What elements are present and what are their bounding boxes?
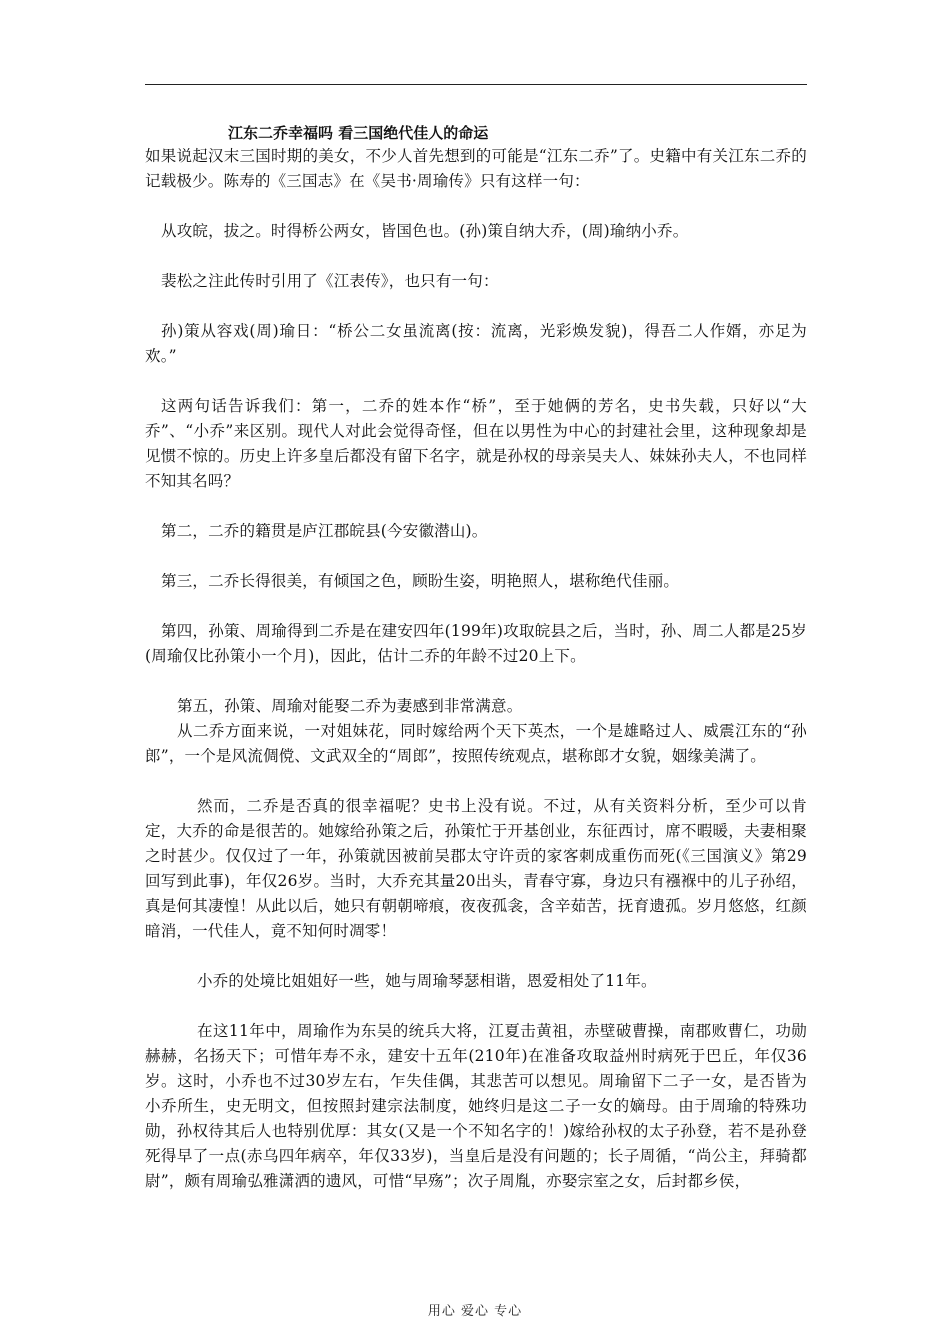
paragraph-point-1: 这两句话告诉我们：第一，二乔的姓本作“桥”，至于她俩的芳名，史书失载，只好以“大乔”、“小乔”来区别。现代人对此会觉得奇怪，但在以男性为中心的封建社会里，这种现象却是见惯不惊的。历史上许多皇后都没有留下名字，就是孙权的母亲吴夫人、妹妹孙夫人，不也同样不知其名吗？ xyxy=(145,397,807,490)
paragraph-pei-songzhi: 裴松之注此传时引用了《江表传》，也只有一句： xyxy=(161,272,499,290)
paragraph-sisters: 从二乔方面来说，一对姐妹花，同时嫁给两个天下英杰，一个是雄略过人、威震江东的“孙郎”，一个是风流倜傥、文武双全的“周郎”，按照传统观点，堪称郎才女貌，姻缘美满了。 xyxy=(145,722,807,765)
paragraph-quote-sanguozhi: 从攻皖，拔之。时得桥公两女，皆国色也。(孙)策自纳大乔，(周)瑜纳小乔。 xyxy=(161,222,689,240)
page-footer: 用心 爱心 专心 xyxy=(427,1304,523,1319)
paragraph-xiao-qiao: 小乔的处境比姐姐好一些，她与周瑜琴瑟相谐，恩爱相处了11年。 xyxy=(197,972,657,990)
header-rule xyxy=(145,84,807,85)
paragraph-point-2: 第二，二乔的籍贯是庐江郡皖县(今安徽潜山)。 xyxy=(161,522,488,540)
paragraph-zhou-yu: 在这11年中，周瑜作为东吴的统兵大将，江夏击黄祖，赤壁破曹操，南郡败曹仁，功勋赫赫，名扬天下；可惜年寿不永，建安十五年(210年)在准备攻取益州时病死于巴丘，年仅36岁。这时，小乔也不过30岁左右，乍失佳偶，其悲苦可以想见。周瑜留下二子一女，是否皆为小乔所生，史无明文，但按照封建宗法制度，她终归是这二子一女的嫡母。由于周瑜的特殊功勋，孙权待其后人也特别优厚：其女(又是一个不知名字的！)嫁给孙权的太子孙登，若不是孙登死得早了一点(赤乌四年病卒，年仅33岁)，当皇后是没有问题的；长子周循，“尚公主，拜骑都尉”，颇有周瑜弘雅潇洒的遗风，可惜“早殇”；次子周胤，亦娶宗室之女，后封都乡侯， xyxy=(145,1022,807,1190)
paragraph-intro: 如果说起汉末三国时期的美女，不少人首先想到的可能是“江东二乔”了。史籍中有关江东二乔的记载极少。陈寿的《三国志》在《吴书·周瑜传》只有这样一句： xyxy=(145,147,807,190)
paragraph-quote-jiangbiao: 孙)策从容戏(周)瑜日：“桥公二女虽流离(按：流离，光彩焕发貌)，得吾二人作婿，亦足为欢。” xyxy=(145,322,807,365)
paragraph-point-4: 第四，孙策、周瑜得到二乔是在建安四年(199年)攻取皖县之后，当时，孙、周二人都是25岁(周瑜仅比孙策小一个月)，因此，估计二乔的年龄不过20上下。 xyxy=(145,622,807,665)
document-body xyxy=(145,122,807,1194)
paragraph-point-5: 第五，孙策、周瑜对能娶二乔为妻感到非常满意。 xyxy=(177,697,523,715)
document-title: 江东二乔幸福吗 看三国绝代佳人的命运 xyxy=(228,124,489,142)
paragraph-point-3: 第三，二乔长得很美，有倾国之色，顾盼生姿，明艳照人，堪称绝代佳丽。 xyxy=(161,572,680,590)
paragraph-da-qiao: 然而，二乔是否真的很幸福呢？史书上没有说。不过，从有关资料分析，至少可以肯定，大乔的命是很苦的。她嫁给孙策之后，孙策忙于开基创业，东征西讨，席不暇暖，夫妻相聚之时甚少。仅仅过了一年，孙策就因被前吴郡太守许贡的家客刺成重伤而死(《三国演义》第29回写到此事)，年仅26岁。当时，大乔充其量20出头，青春守寡，身边只有襁褓中的儿子孙绍，真是何其凄惶！从此以后，她只有朝朝啼痕，夜夜孤衾，含辛茹苦，抚育遗孤。岁月悠悠，红颜暗消，一代佳人，竟不知何时凋零！ xyxy=(145,797,807,940)
